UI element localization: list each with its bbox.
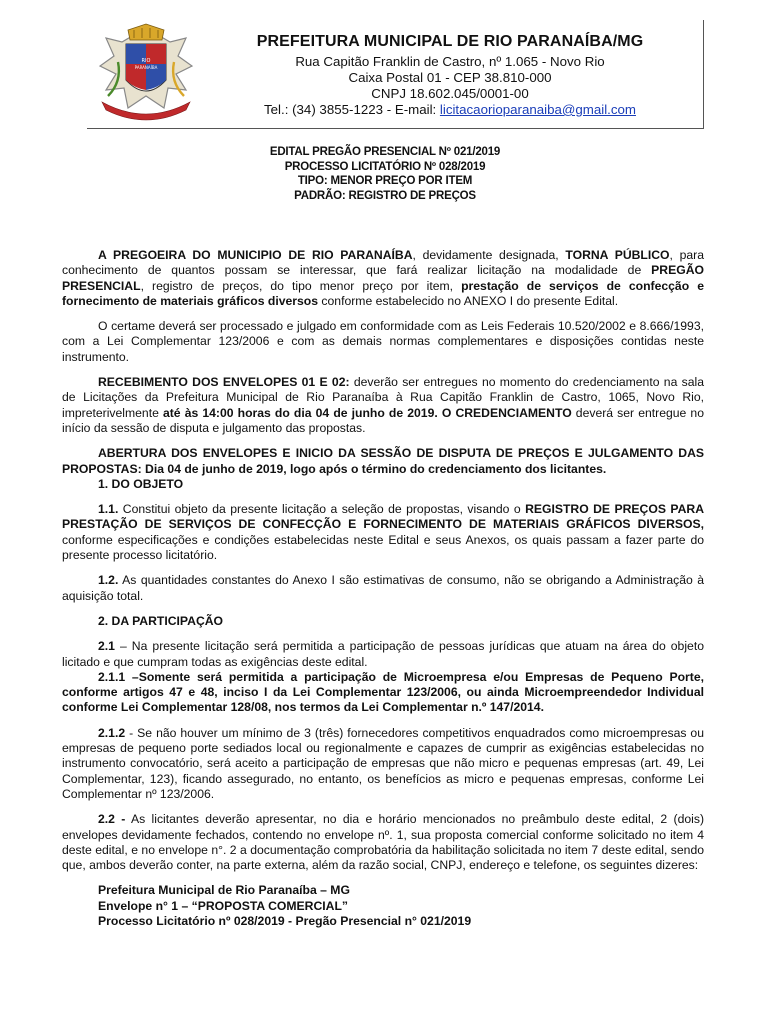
clause-2-1-1: 2.1.1 –Somente será permitida a participação de Microempresa e/ou Empresas de Pequeno Porte, conforme artigos 47 e 48, inciso I da Lei Complementar 123/2006, ou ainda Microempreendedor Individual conforme Lei Complementar 128/08, nos termos da Lei Complementar n.º 147/2014. xyxy=(62,669,704,715)
svg-text:RIO: RIO xyxy=(141,58,151,64)
header-text-block xyxy=(205,33,695,118)
section-1-title: 1. DO OBJETO xyxy=(98,476,184,491)
municipality-title: PREFEITURA MUNICIPAL DE RIO PARANAÍBA/MG xyxy=(256,33,644,50)
intro-paragraph: A PREGOEIRA DO MUNICIPIO DE RIO PARANAÍBA, devidamente designada, TORNA PÚBLICO, para conhecimento de quantos possam se interessar, que fará realizar licitação na modalidade de PREGÃO PRESENCIAL, registro de preços, do tipo menor preço por item, prestação de serviços de confecção e fornecimento de materiais gráficos diversos conforme estabelecido no ANEXO I do presente Edital. xyxy=(62,248,705,308)
cnpj-line: CNPJ 18.602.045/0001-00 xyxy=(371,86,529,101)
envelope-receipt-paragraph: RECEBIMENTO DOS ENVELOPES 01 E 02: deverão ser entregues no momento do credenciamento na sala de Licitações da Prefeitura Municipal de Rio Paranaíba à Rua Capitão Franklin de Castro, 1065, Novo Rio, impreterivelmente até às 14:00 horas do dia 04 de junho de 2019. O CREDENCIAMENTO deverá ser entregue no início da sessão de disputa e julgamento das propostas. xyxy=(62,375,705,435)
edital-heading xyxy=(0,145,770,203)
envelope-line-2: Envelope n° 1 – “PROPOSTA COMERCIAL” xyxy=(98,898,349,913)
email-link[interactable]: licitacaorioparanaiba@gmail.com xyxy=(439,102,636,117)
svg-text:PARANAÍBA: PARANAÍBA xyxy=(134,65,158,70)
document-body xyxy=(62,248,704,929)
envelope-line-3: Processo Licitatório nº 028/2019 - Pregão Presencial n° 021/2019 xyxy=(98,913,472,928)
envelope-line-1: Prefeitura Municipal de Rio Paranaíba – MG xyxy=(98,883,350,898)
clause-1-1: 1.1. Constitui objeto da presente licitação a seleção de propostas, visando o REGISTRO DE PREÇOS PARA PRESTAÇÃO DE SERVIÇOS DE CONFECÇÃO E FORNECIMENTO DE MATERIAIS GRÁFICOS DIVERSOS, conforme especificações e condições estabelecidas neste Edital e seus Anexos, os quais passam a fazer parte do presente processo licitatório. xyxy=(62,502,704,563)
address-line: Rua Capitão Franklin de Castro, nº 1.065 - Novo Rio xyxy=(295,54,605,69)
section-2-title: 2. DA PARTICIPAÇÃO xyxy=(98,613,224,628)
clause-2-2: 2.2 - As licitantes deverão apresentar, no dia e horário mencionados no preâmbulo deste edital, 2 (dois) envelopes devidamente fechados, contendo no envelope nº. 1, sua proposta comercial conforme solicitado no item 4 deste edital, e no envelope n°. 2 a documentação comprobatória da habilitação solicitada no item 7 deste edital, sendo que, ambos deverão conter, na parte externa, além da razão social, CNPJ, endereço e telefone, os seguintes dizeres: xyxy=(62,812,705,873)
envelope-label-block xyxy=(98,883,704,929)
phone-text: Tel.: (34) 3855-1223 - E-mail: xyxy=(264,102,440,117)
clause-2-1: 2.1 – Na presente licitação será permitida a participação de pessoas jurídicas que atuam na área do objeto licitado e que cumpram todas as exigências deste edital. xyxy=(62,639,704,669)
clause-1-2: 1.2. As quantidades constantes do Anexo I são estimativas de consumo, não se obrigando a Administração à aquisição total. xyxy=(62,573,704,603)
type-line: TIPO: MENOR PREÇO POR ITEM xyxy=(297,175,473,187)
postal-line: Caixa Postal 01 - CEP 38.810-000 xyxy=(348,70,552,85)
standard-line: PADRÃO: REGISTRO DE PREÇOS xyxy=(294,189,476,202)
edital-title: EDITAL PREGÃO PRESENCIAL Nº 021/2019 xyxy=(269,146,501,158)
municipal-coat-of-arms-icon xyxy=(92,22,200,126)
process-number: PROCESSO LICITATÓRIO Nº 028/2019 xyxy=(284,160,486,173)
opening-session-paragraph: ABERTURA DOS ENVELOPES E INICIO DA SESSÃO DE DISPUTA DE PREÇOS E JULGAMENTO DAS PROPOSTAS: Dia 04 de junho de 2019, logo após o término do credenciamento dos licitantes. xyxy=(62,446,704,476)
clause-2-1-2: 2.1.2 - Se não houver um mínimo de 3 (três) fornecedores competitivos enquadrados como microempresas ou empresas de pequeno porte sediados local ou regionalmente e capazes de cumprir as exigências estabelecidas no instrumento convocatório, será aceito a participação de empresas que não micro e pequenas empresas (art. 49, Lei Complementar, 123), ficando assegurado, no entanto, os benefícios as micro e pequenas empresas, conforme Lei Complementar nº 123/2006. xyxy=(62,725,704,801)
contact-line xyxy=(205,102,695,118)
legal-basis-paragraph: O certame deverá ser processado e julgado em conformidade com as Leis Federais 10.520/2002 e 8.666/1993, com a Lei Complementar 123/2006 e com as demais normas complementares e disposições contidas neste instrumento. xyxy=(62,319,704,364)
